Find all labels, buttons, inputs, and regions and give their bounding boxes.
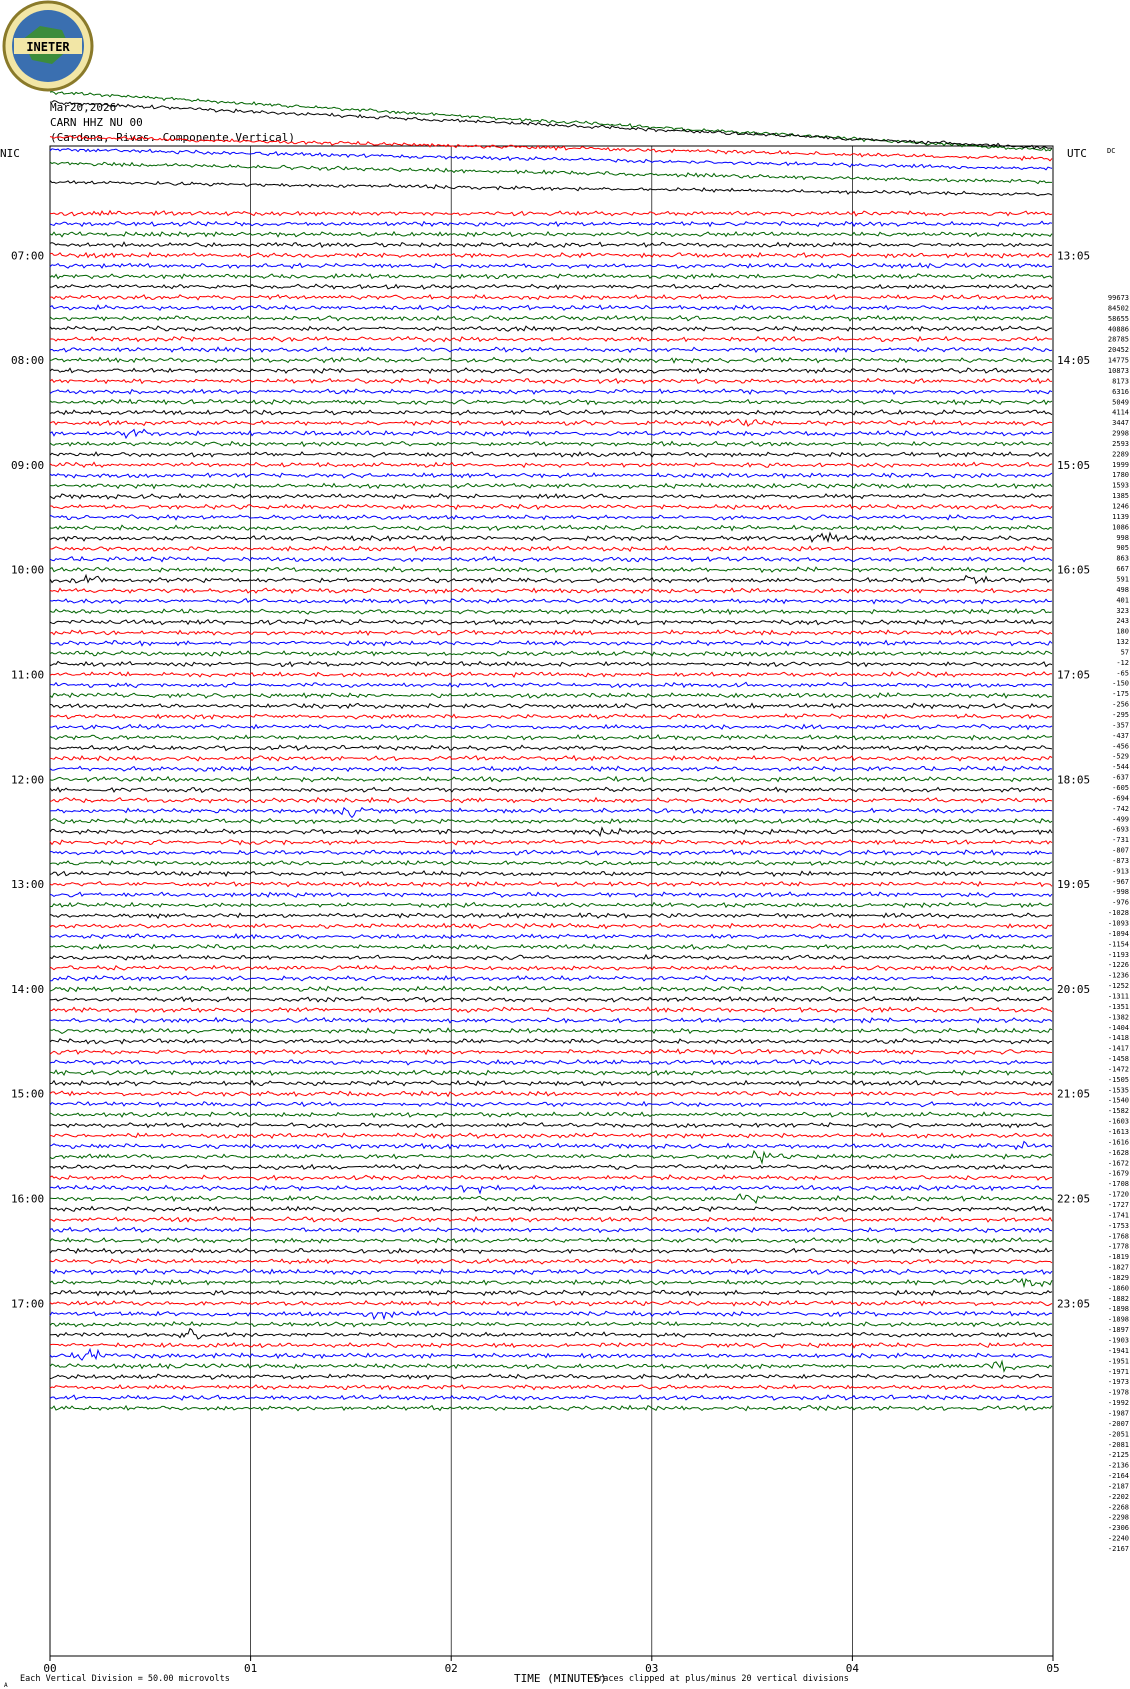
- left-time-label: 09:00: [11, 458, 45, 472]
- trace-114: [50, 1329, 1052, 1339]
- dc-offset-value: 84502: [1107, 304, 1129, 313]
- dc-offset-value: -1860: [1107, 1284, 1129, 1293]
- dc-offset-value: -1417: [1107, 1044, 1129, 1053]
- left-time-label: 14:00: [11, 982, 45, 996]
- dc-offset-value: -1819: [1107, 1253, 1129, 1262]
- right-time-label: 23:05: [1057, 1297, 1091, 1311]
- trace-90: [50, 1081, 1052, 1086]
- trace-99: [50, 1175, 1052, 1180]
- description-label: (Cardena, Rivas. Componente Vertical): [50, 131, 296, 144]
- dc-offset-value: -1992: [1107, 1399, 1129, 1408]
- dc-offset-value: -1628: [1107, 1148, 1129, 1157]
- dc-offset-value: -1603: [1107, 1117, 1129, 1126]
- dc-offset-value: -150: [1112, 679, 1129, 688]
- dc-offset-value: -1973: [1107, 1378, 1129, 1387]
- dc-offset-value: -1505: [1107, 1075, 1129, 1084]
- trace-119: [50, 1385, 1052, 1390]
- right-time-label: 16:05: [1057, 563, 1091, 577]
- dc-offset-value: -1727: [1107, 1200, 1129, 1209]
- dc-offset-value: 498: [1116, 585, 1129, 594]
- trace-8: [50, 221, 1052, 226]
- dc-offset-value: -499: [1112, 815, 1129, 824]
- dc-offset-value: -873: [1112, 856, 1129, 865]
- trace-116: [50, 1349, 1052, 1360]
- station-label: CARN HHZ NU 00: [50, 116, 143, 129]
- trace-46: [50, 620, 1052, 625]
- dc-offset-value: -731: [1112, 836, 1129, 845]
- dc-offset-value: -605: [1112, 783, 1129, 792]
- right-time-labels: [1057, 249, 1090, 1310]
- trace-97: [50, 1151, 1052, 1163]
- trace-18: [50, 326, 1052, 331]
- dc-offset-value: -2164: [1107, 1472, 1129, 1481]
- trace-50: [50, 662, 1052, 667]
- trace-47: [50, 630, 1052, 635]
- trace-32: [50, 473, 1052, 478]
- trace-101: [50, 1194, 1052, 1203]
- left-time-label: 10:00: [11, 563, 45, 577]
- trace-10: [50, 242, 1052, 247]
- trace-112: [50, 1311, 1052, 1319]
- dc-offset-value: -742: [1112, 804, 1129, 813]
- trace-103: [50, 1217, 1052, 1222]
- dc-offset-value: -1672: [1107, 1159, 1129, 1168]
- trace-67: [50, 840, 1052, 845]
- trace-29: [50, 442, 1052, 447]
- dc-offset-value: -1193: [1107, 950, 1129, 959]
- dc-offset-value: -637: [1112, 773, 1129, 782]
- trace-42: [50, 575, 1052, 583]
- trace-109: [50, 1279, 1052, 1286]
- dc-offset-value: -1154: [1107, 940, 1129, 949]
- dc-offset-value: 667: [1116, 565, 1129, 574]
- trace-80: [50, 976, 1052, 981]
- dc-offset-value: -1382: [1107, 1013, 1129, 1022]
- left-time-label: 17:00: [11, 1297, 45, 1311]
- dc-offset-value: -2081: [1107, 1440, 1129, 1449]
- trace-111: [50, 1301, 1052, 1306]
- dc-offset-value: -1540: [1107, 1096, 1129, 1105]
- dc-offset-value: -1535: [1107, 1086, 1129, 1095]
- right-time-label: 14:05: [1057, 354, 1091, 368]
- dc-offset-value: -1829: [1107, 1273, 1129, 1282]
- dc-offset-value: -1679: [1107, 1169, 1129, 1178]
- dc-offset-value: -1987: [1107, 1409, 1129, 1418]
- dc-offset-value: 132: [1116, 638, 1129, 647]
- trace-23: [50, 379, 1052, 384]
- dc-offset-value: -1226: [1107, 961, 1129, 970]
- trace-40: [50, 557, 1052, 562]
- dc-offset-value: -1978: [1107, 1388, 1129, 1397]
- trace-106: [50, 1248, 1052, 1253]
- dc-offset-value: 591: [1116, 575, 1129, 584]
- left-zone-label: NIC: [0, 147, 20, 160]
- dc-offset-value: 14775: [1107, 356, 1129, 365]
- trace-88: [50, 1060, 1052, 1065]
- trace-105: [50, 1238, 1052, 1243]
- dc-offset-value: 6316: [1112, 387, 1129, 396]
- dc-offset-value: -1404: [1107, 1023, 1129, 1032]
- dc-offset-value: -1093: [1107, 919, 1129, 928]
- dc-offset-value: -65: [1116, 669, 1129, 678]
- dc-offset-value: 58655: [1107, 314, 1129, 323]
- date-label: Mar20,2026: [50, 101, 117, 114]
- dc-offset-value: -1898: [1107, 1305, 1129, 1314]
- trace-25: [50, 400, 1052, 405]
- dc-offset-value: -1971: [1107, 1367, 1129, 1376]
- dc-offset-value: -1778: [1107, 1242, 1129, 1251]
- dc-offset-value: 1780: [1112, 471, 1129, 480]
- dc-offset-value: -1236: [1107, 971, 1129, 980]
- dc-offset-value: -1311: [1107, 992, 1129, 1001]
- trace-53: [50, 693, 1052, 698]
- right-time-label: 21:05: [1057, 1087, 1091, 1101]
- dc-offset-value: 2593: [1112, 439, 1129, 448]
- x-axis-title: TIME (MINUTES): [514, 1672, 607, 1685]
- dc-offset-value: -2125: [1107, 1451, 1129, 1460]
- dc-offset-value: -2187: [1107, 1482, 1129, 1491]
- dc-offset-value: -2007: [1107, 1419, 1129, 1428]
- dc-offset-value: -1472: [1107, 1065, 1129, 1074]
- ineter-logo: [4, 2, 92, 90]
- trace-83: [50, 1007, 1052, 1012]
- trace-43: [50, 588, 1052, 593]
- dc-offset-value: -2202: [1107, 1492, 1129, 1501]
- trace-56: [50, 725, 1052, 730]
- dc-offset-value: -2298: [1107, 1513, 1129, 1522]
- trace-14: [50, 284, 1052, 289]
- dc-offset-value: -2167: [1107, 1545, 1129, 1553]
- dc-offset-value: 905: [1116, 544, 1129, 553]
- right-time-label: 13:05: [1057, 249, 1091, 263]
- left-time-label: 11:00: [11, 668, 45, 682]
- dc-offset-value: -694: [1112, 794, 1129, 803]
- x-tick-label: 02: [444, 1662, 458, 1675]
- trace-74: [50, 913, 1052, 918]
- dc-offset-value: -1898: [1107, 1315, 1129, 1324]
- minute-gridlines: [251, 146, 853, 1656]
- trace-51: [50, 672, 1052, 677]
- dc-offset-value: 323: [1116, 606, 1129, 615]
- trace-68: [50, 850, 1052, 855]
- dc-offset-value: -1951: [1107, 1357, 1129, 1366]
- left-time-labels: [11, 249, 44, 1310]
- trace-31: [50, 462, 1052, 467]
- dc-offset-value: -2268: [1107, 1503, 1129, 1512]
- dc-offset-value: -256: [1112, 700, 1129, 709]
- dc-offset-value: 8173: [1112, 377, 1129, 386]
- trace-70: [50, 871, 1052, 876]
- trace-66: [50, 828, 1052, 836]
- dc-offset-value: -1252: [1107, 982, 1129, 991]
- trace-85: [50, 1028, 1052, 1033]
- trace-76: [50, 934, 1052, 939]
- trace-79: [50, 966, 1052, 971]
- dc-offset-value: 20452: [1107, 346, 1129, 355]
- dc-offset-value: -1458: [1107, 1055, 1129, 1064]
- trace-54: [50, 703, 1052, 708]
- trace-87: [50, 1049, 1052, 1054]
- trace-108: [50, 1269, 1052, 1274]
- trace-33: [50, 484, 1052, 489]
- dc-offset-value: -175: [1112, 690, 1129, 699]
- left-time-label: 12:00: [11, 773, 45, 787]
- trace-117: [50, 1361, 1052, 1371]
- dc-offset-value: 10873: [1107, 366, 1129, 375]
- dc-offset-value: -1741: [1107, 1211, 1129, 1220]
- dc-offset-value: 1139: [1112, 512, 1129, 521]
- trace-49: [50, 651, 1052, 656]
- trace-89: [50, 1070, 1052, 1075]
- trace-98: [50, 1165, 1052, 1170]
- dc-label: DC: [1107, 147, 1116, 155]
- dc-offset-value: -1827: [1107, 1263, 1129, 1272]
- trace-94: [50, 1123, 1052, 1128]
- trace-16: [50, 305, 1052, 310]
- right-time-label: 22:05: [1057, 1192, 1091, 1206]
- trace-36: [50, 515, 1052, 520]
- left-time-label: 13:00: [11, 878, 45, 892]
- dc-offset-value: 40886: [1107, 325, 1129, 334]
- dc-offset-value: 5049: [1112, 398, 1129, 407]
- trace-12: [50, 263, 1052, 268]
- dc-offset-value: -1753: [1107, 1221, 1129, 1230]
- dc-offset-value: 998: [1116, 533, 1129, 542]
- dc-offset-value: 1246: [1112, 502, 1129, 511]
- trace-121: [50, 1406, 1052, 1411]
- trace-27: [50, 419, 1052, 426]
- dc-offset-value: -967: [1112, 877, 1129, 886]
- trace-30: [50, 452, 1052, 457]
- trace-11: [50, 253, 1052, 258]
- trace-13: [50, 274, 1052, 279]
- dc-offset-value: -529: [1112, 752, 1129, 761]
- trace-15: [50, 295, 1052, 300]
- dc-offset-value: 99673: [1107, 294, 1129, 302]
- trace-84: [50, 1018, 1052, 1023]
- dc-offset-value: 401: [1116, 596, 1129, 605]
- trace-9: [50, 232, 1052, 237]
- trace-96: [50, 1142, 1052, 1150]
- trace-19: [50, 337, 1052, 342]
- trace-6: [50, 180, 1052, 195]
- dc-offset-value: -998: [1112, 888, 1129, 897]
- trace-86: [50, 1039, 1052, 1044]
- dc-offset-value: -1351: [1107, 1002, 1129, 1011]
- logo-text: INETER: [26, 40, 70, 54]
- dc-offset-value: -1708: [1107, 1180, 1129, 1189]
- trace-118: [50, 1374, 1052, 1379]
- dc-offset-value: -1616: [1107, 1138, 1129, 1147]
- x-tick-label: 04: [845, 1662, 860, 1675]
- trace-34: [50, 494, 1052, 499]
- trace-63: [50, 798, 1052, 803]
- dc-offset-value: -693: [1112, 825, 1129, 834]
- dc-offset-value: -12: [1116, 658, 1129, 667]
- dc-offset-value: 243: [1116, 617, 1129, 626]
- trace-26: [50, 410, 1052, 415]
- dc-offset-value: -2240: [1107, 1534, 1129, 1543]
- dc-offset-value: -1418: [1107, 1034, 1129, 1043]
- trace-81: [50, 986, 1052, 991]
- x-tick-label: 00: [43, 1662, 57, 1675]
- trace-group: [50, 92, 1052, 1411]
- dc-offset-value: 3447: [1112, 419, 1129, 428]
- trace-41: [50, 567, 1052, 572]
- x-tick-label: 05: [1046, 1662, 1060, 1675]
- trace-45: [50, 609, 1052, 614]
- trace-60: [50, 766, 1052, 771]
- trace-39: [50, 546, 1052, 551]
- dc-offset-value: 180: [1116, 627, 1129, 636]
- trace-107: [50, 1259, 1052, 1264]
- trace-17: [50, 316, 1052, 321]
- trace-24: [50, 389, 1052, 394]
- trace-28: [50, 429, 1052, 438]
- trace-72: [50, 892, 1052, 897]
- trace-91: [50, 1091, 1052, 1096]
- trace-52: [50, 682, 1052, 687]
- dc-offset-labels: [1108, 294, 1129, 1553]
- clip-note: Traces clipped at plus/minus 20 vertical divisions: [593, 1674, 849, 1684]
- trace-7: [50, 211, 1052, 216]
- trace-71: [50, 882, 1052, 887]
- left-time-label: 15:00: [11, 1087, 45, 1101]
- left-time-label: 08:00: [11, 354, 45, 368]
- dc-offset-value: -295: [1112, 711, 1129, 719]
- trace-57: [50, 735, 1052, 740]
- trace-78: [50, 955, 1052, 960]
- dc-offset-value: -1941: [1107, 1346, 1129, 1355]
- x-tick-label: 01: [243, 1662, 258, 1675]
- trace-48: [50, 641, 1052, 646]
- trace-64: [50, 808, 1052, 818]
- dc-offset-value: -2136: [1107, 1461, 1129, 1470]
- trace-20: [50, 347, 1052, 352]
- left-time-label: 07:00: [11, 249, 45, 263]
- trace-62: [50, 787, 1052, 792]
- dc-offset-value: -1582: [1107, 1107, 1129, 1116]
- corner-mark: A: [4, 1682, 8, 1689]
- trace-77: [50, 945, 1052, 950]
- trace-100: [50, 1185, 1052, 1193]
- dc-offset-value: -2306: [1107, 1524, 1129, 1533]
- trace-59: [50, 756, 1052, 761]
- trace-95: [50, 1133, 1052, 1138]
- trace-82: [50, 997, 1052, 1002]
- dc-offset-value: 863: [1116, 554, 1129, 563]
- trace-69: [50, 861, 1052, 866]
- trace-35: [50, 505, 1052, 510]
- right-time-label: 19:05: [1057, 878, 1091, 892]
- plot-frame: [50, 146, 1053, 1656]
- x-tick-label: 03: [645, 1662, 659, 1675]
- dc-offset-value: -456: [1112, 742, 1129, 751]
- trace-104: [50, 1227, 1052, 1232]
- dc-offset-value: 2998: [1112, 429, 1129, 438]
- right-time-label: 20:05: [1057, 982, 1091, 996]
- dc-offset-value: -1720: [1107, 1190, 1129, 1199]
- right-time-label: 18:05: [1057, 773, 1091, 787]
- dc-offset-value: -437: [1112, 731, 1129, 740]
- dc-offset-value: -1882: [1107, 1294, 1129, 1303]
- dc-offset-value: -357: [1112, 721, 1129, 730]
- trace-37: [50, 525, 1052, 530]
- trace-58: [50, 745, 1052, 750]
- trace-102: [50, 1206, 1052, 1211]
- trace-93: [50, 1112, 1052, 1117]
- dc-offset-value: 1385: [1112, 492, 1129, 501]
- dc-offset-value: -1094: [1107, 929, 1129, 938]
- dc-offset-value: 2289: [1112, 450, 1129, 459]
- dc-offset-value: 57: [1120, 648, 1129, 657]
- right-zone-label: UTC: [1067, 147, 1087, 160]
- right-time-label: 15:05: [1057, 458, 1091, 472]
- dc-offset-value: -1897: [1107, 1326, 1129, 1335]
- trace-110: [50, 1290, 1052, 1295]
- dc-offset-value: -976: [1112, 898, 1129, 907]
- trace-65: [50, 819, 1052, 824]
- dc-offset-value: -1028: [1107, 909, 1129, 918]
- dc-offset-value: 1593: [1112, 481, 1129, 490]
- trace-55: [50, 714, 1052, 719]
- dc-offset-value: 1999: [1112, 460, 1129, 469]
- trace-44: [50, 599, 1052, 604]
- dc-offset-value: -1903: [1107, 1336, 1129, 1345]
- trace-75: [50, 924, 1052, 929]
- trace-92: [50, 1102, 1052, 1107]
- trace-120: [50, 1395, 1052, 1400]
- trace-73: [50, 903, 1052, 908]
- dc-offset-value: -544: [1112, 763, 1129, 772]
- trace-22: [50, 368, 1052, 373]
- dc-offset-value: -913: [1112, 867, 1129, 876]
- trace-115: [50, 1343, 1052, 1348]
- dc-offset-value: -1613: [1107, 1128, 1129, 1136]
- dc-offset-value: 4114: [1112, 408, 1129, 417]
- trace-4: [50, 149, 1052, 170]
- trace-38: [50, 533, 1052, 542]
- dc-offset-value: -1768: [1107, 1232, 1129, 1241]
- dc-offset-value: 28785: [1107, 335, 1129, 344]
- trace-21: [50, 358, 1052, 363]
- left-time-label: 16:00: [11, 1192, 45, 1206]
- dc-offset-value: -2051: [1107, 1430, 1129, 1439]
- scale-note: Each Vertical Division = 50.00 microvolts: [20, 1674, 230, 1684]
- trace-61: [50, 777, 1052, 782]
- right-time-label: 17:05: [1057, 668, 1091, 682]
- trace-113: [50, 1322, 1052, 1327]
- dc-offset-value: -807: [1112, 846, 1129, 855]
- dc-offset-value: 1086: [1112, 523, 1129, 532]
